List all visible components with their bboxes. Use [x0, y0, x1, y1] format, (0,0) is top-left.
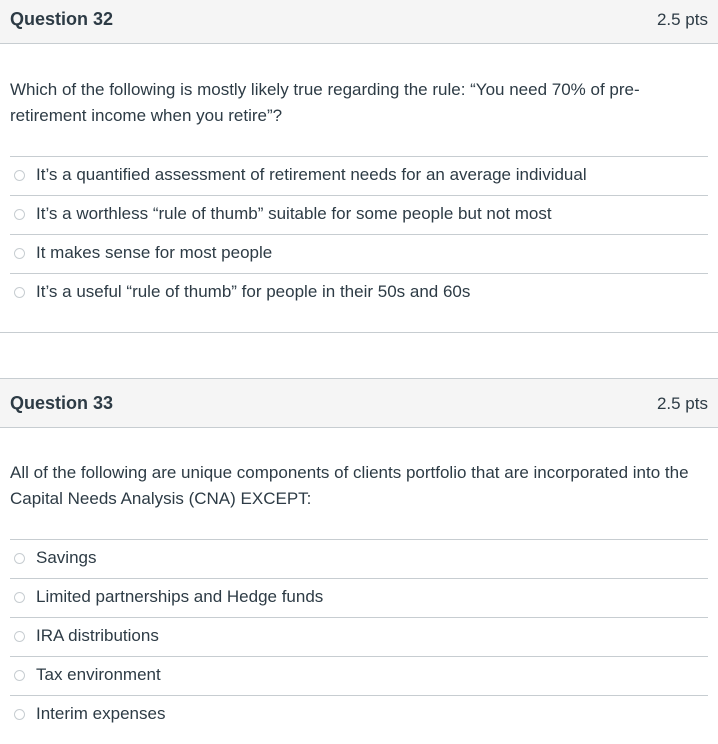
question-33-header	[0, 378, 718, 428]
answer-option[interactable]	[10, 656, 708, 695]
radio-button[interactable]	[14, 287, 25, 298]
answer-label[interactable]: It makes sense for most people	[36, 243, 273, 262]
answer-option[interactable]	[10, 539, 708, 578]
question-divider	[0, 332, 718, 333]
answer-option[interactable]	[10, 195, 708, 234]
answer-option[interactable]	[10, 234, 708, 273]
answer-option[interactable]	[10, 578, 708, 617]
radio-button[interactable]	[14, 553, 25, 564]
question-points: 2.5 pts	[656, 394, 708, 413]
question-title: Question 33	[10, 393, 114, 413]
answer-option[interactable]	[10, 273, 708, 312]
answer-list	[10, 156, 708, 312]
answer-list	[10, 539, 708, 734]
radio-button[interactable]	[14, 209, 25, 220]
answer-label[interactable]: It’s a worthless “rule of thumb” suitable for some people but not most	[36, 204, 552, 223]
answer-label[interactable]: Savings	[36, 548, 97, 567]
answer-label[interactable]: It’s a quantified assessment of retirement needs for an average individual	[36, 165, 587, 184]
answer-option[interactable]	[10, 156, 708, 195]
radio-button[interactable]	[14, 709, 25, 720]
question-text: All of the following are unique components of clients portfolio that are incorporated into the Capital Needs Analysis (CNA) EXCEPT:	[10, 463, 689, 508]
radio-button[interactable]	[14, 592, 25, 603]
answer-option[interactable]	[10, 617, 708, 656]
radio-button[interactable]	[14, 248, 25, 259]
radio-button[interactable]	[14, 170, 25, 181]
question-32-header	[0, 0, 718, 44]
question-title: Question 32	[10, 9, 114, 29]
answer-label[interactable]: Tax environment	[36, 665, 161, 684]
answer-option[interactable]	[10, 695, 708, 734]
radio-button[interactable]	[14, 670, 25, 681]
answer-label[interactable]: IRA distributions	[36, 626, 159, 645]
answer-label[interactable]: Limited partnerships and Hedge funds	[36, 587, 324, 606]
answer-label[interactable]: It’s a useful “rule of thumb” for people in their 50s and 60s	[36, 282, 471, 301]
question-text: Which of the following is mostly likely true regarding the rule: “You need 70% of pre-retirement income when you retire”?	[10, 80, 640, 125]
answer-label[interactable]: Interim expenses	[36, 704, 166, 723]
question-points: 2.5 pts	[656, 10, 708, 29]
radio-button[interactable]	[14, 631, 25, 642]
